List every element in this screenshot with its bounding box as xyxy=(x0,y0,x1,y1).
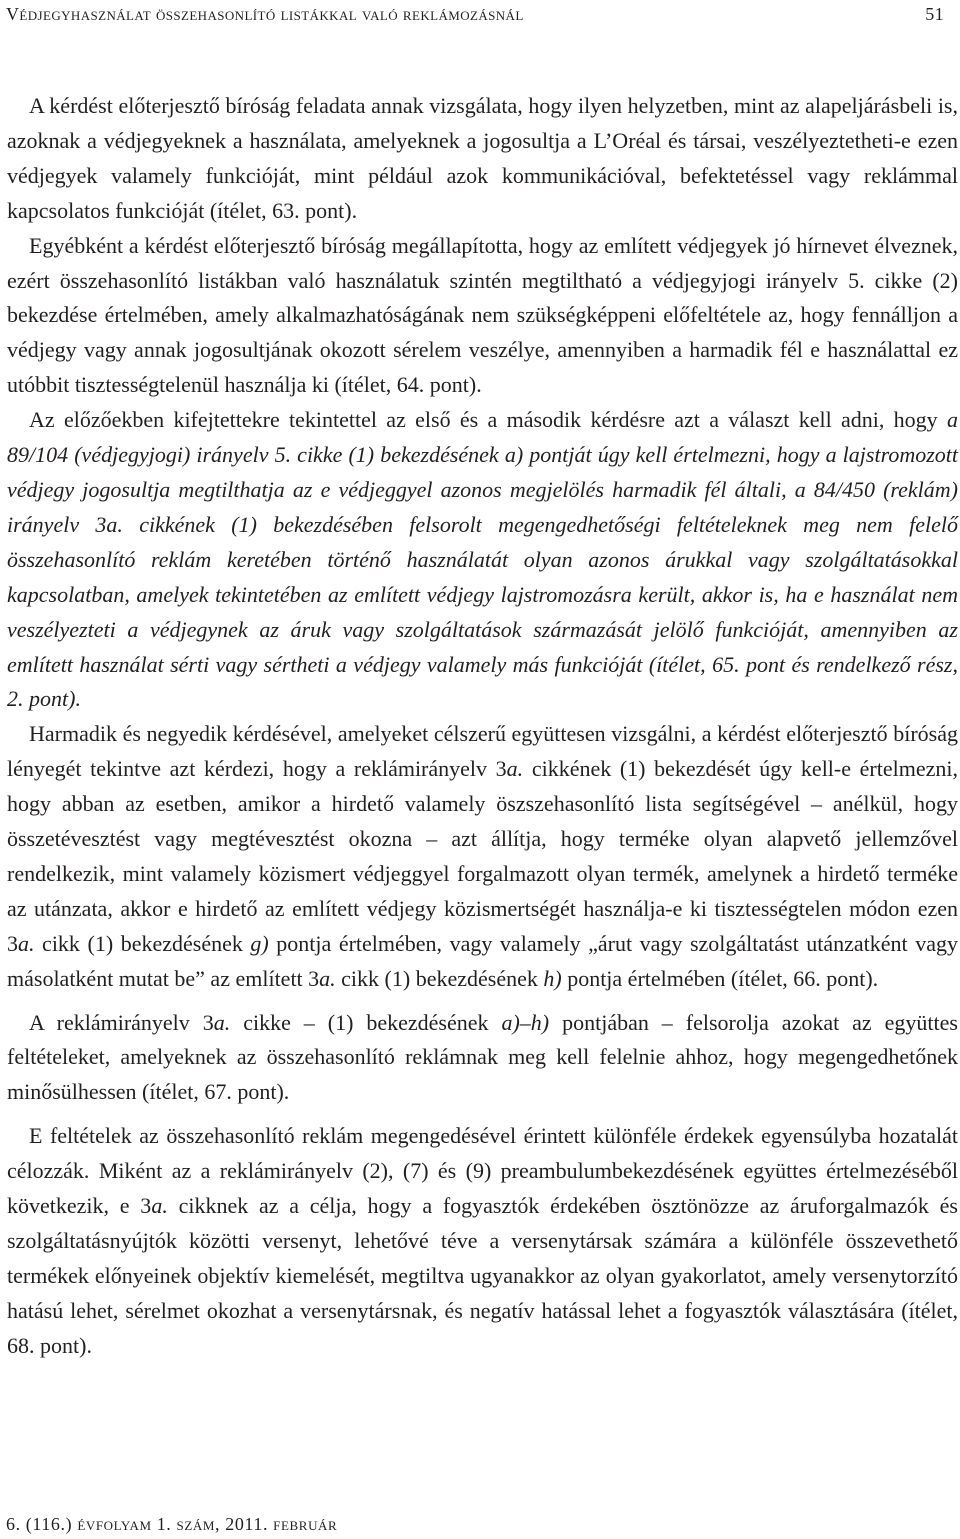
paragraph-3 xyxy=(7,403,958,717)
body-text xyxy=(7,89,958,1364)
issue-info: 6. (116.) évfolyam 1. szám, 2011. február xyxy=(6,1514,338,1534)
text-run: E feltételek az összehasonlító reklám megengedésével érintett különféle érdekek egyensúlyba hozatalát célozzák. Miként az a reklámirányelv (2), (7) és (9) preambulumbekezdésének együttes értelmezéséből következik, e 3 xyxy=(7,1123,958,1219)
text-run: cikk (1) bekezdésének xyxy=(335,965,544,991)
italic-text-run: a 89/104 (védjegyjogi) irányelv 5. cikke (1) bekezdésének a) pontját úgy kell értelmezni, hogy a lajstromozott védjegy jogosultja megtilthatja az e védjeggyel azonos megjelölés harmadik fél általi, a 84/450 (reklám) irányelv 3a. cikkének (1) bekezdésében felsorolt megengedhetőségi feltételeknek meg nem felelő összehasonlító reklám keretében történő használatát olyan azonos árukkal vagy szolgáltatásokkal kapcsolatban, amelyek tekintetében az említett védjegy lajstromozásra került, akkor is, ha e használat nem veszélyezteti a védjegynek az áruk vagy szolgáltatások származását jelölő funkcióját, amennyiben az említett használat sérti vagy sértheti a védjegy valamely más funkcióját (ítélet, 65. pont és rendelkező rész, 2. pont). xyxy=(7,407,958,712)
running-header xyxy=(6,2,956,26)
text-run: pontjában – felsorolja azokat az együttes feltételeket, amelyeknek az összehasonlító reklámnak meg kell felelnie ahhoz, hogy megengedhetőnek minősülhessen (ítélet, 67. pont). xyxy=(7,1009,958,1105)
text-run: A reklámirányelv 3 xyxy=(29,1009,214,1035)
italic-text-run: a. xyxy=(506,756,524,782)
italic-text-run: a. xyxy=(213,1009,231,1035)
text-run: cikkének (1) bekezdését úgy kell-e értelmezni, hogy abban az esetben, amikor a hirdető valamely öszszehasonlító lista segítségével – anélkül, hogy összetévesztést vagy megtévesztést okozna – azt állítja, hogy terméke olyan alapvető jellemzővel rendelkezik, mint valamely közismert védjeggyel forgalmazott olyan termék, amelynek a hirdető terméke az utánzata, akkor e hirdető az említett védjegy közismertségét használja-e ki tisztességtelen módon ezen 3 xyxy=(7,756,958,956)
paragraph-5 xyxy=(7,1006,958,1111)
page-number: 51 xyxy=(925,3,944,24)
issue-footer xyxy=(6,1514,337,1534)
text-run: cikke – (1) bekezdésének xyxy=(230,1009,502,1035)
italic-text-run: a)–h) xyxy=(501,1009,550,1035)
paragraph-4 xyxy=(7,717,958,996)
italic-text-run: g) xyxy=(250,930,269,956)
text-run: A kérdést előterjesztő bíróság feladata annak vizsgálata, hogy ilyen helyzetben, mint az alapeljárásbeli is, azoknak a védjegyeknek a használata, amelyeknek a jogosultja a L’Oréal és társai, veszélyeztetheti-e ezen védjegyek valamely funkcióját, mint például azok kommunikációval, befektetéssel vagy reklámmal kapcsolatos funkcióját (ítélet, 63. pont). xyxy=(7,93,958,223)
text-run: pontja értelmében (ítélet, 66. pont). xyxy=(561,965,879,991)
text-run: Az előzőekben kifejtettekre tekintettel az első és a második kérdésre azt a választ kell adni, hogy xyxy=(29,407,947,433)
paragraph-6 xyxy=(7,1119,958,1363)
text-run: cikk (1) bekezdésének xyxy=(34,930,251,956)
text-run: Egyébként a kérdést előterjesztő bíróság megállapította, hogy az említett védjegyek jó hírnevet élveznek, ezért összehasonlító listákban való használatuk szintén megtiltható a védjegyjogi irányelv 5. cikke (2) bekezdése értelmében, amely alkalmazhatóságának nem szükségképpeni előfeltétele az, hogy fennálljon a védjegy vagy annak jogosultjának okozott sérelem veszélye, amennyiben a harmadik fél e használattal ez utóbbit tisztességtelenül használja ki (ítélet, 64. pont). xyxy=(7,232,958,398)
paragraph-1 xyxy=(7,89,958,229)
italic-text-run: a. xyxy=(151,1193,168,1219)
text-run: cikknek az a célja, hogy a fogyasztók érdekében ösztönözze az áruforgalmazók és szolgáltatásnyújtók közötti versenyt, lehetővé téve a versenytársak számára a különféle összevethető termékek előnyeinek objektív kiemelését, megtiltva ugyanakkor az olyan gyakorlatot, amely versenytorzító hatású lehet, sérelmet okozhat a versenytársnak, és negatív hatással lehet a fogyasztók választására (ítélet, 68. pont). xyxy=(7,1193,958,1358)
running-title: Védjegyhasználat összehasonlító listákkal való reklámozásnál xyxy=(6,3,524,24)
text-run: pontja értelmében, vagy valamely „árut vagy szolgáltatást utánzatként vagy másolatként mutat be” az említett 3 xyxy=(7,930,958,991)
italic-text-run: a. xyxy=(319,965,336,991)
paragraph-2 xyxy=(7,229,958,404)
text-run: Harmadik és negyedik kérdésével, amelyeket célszerű együttesen vizsgálni, a kérdést előterjesztő bíróság lényegét tekintve azt kérdezi, hogy a reklámirányelv 3 xyxy=(7,721,958,782)
italic-text-run: h) xyxy=(543,965,562,991)
italic-text-run: a. xyxy=(18,930,35,956)
